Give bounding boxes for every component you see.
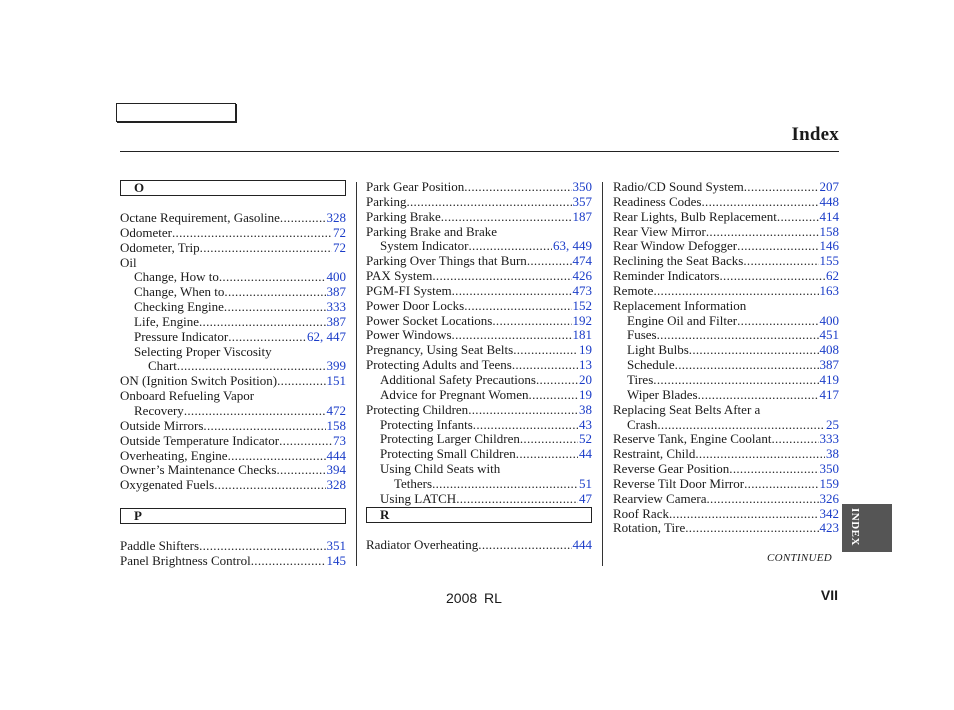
index-entry[interactable] <box>366 299 592 314</box>
page-reference-link[interactable]: 181 <box>572 327 592 343</box>
index-entry-term: Reverse Tilt Door Mirror <box>613 475 745 491</box>
page-reference-link[interactable]: 163 <box>819 282 839 298</box>
dot-leader <box>441 210 572 225</box>
page-reference-link[interactable]: 419 <box>819 371 839 387</box>
dot-leader <box>720 269 826 284</box>
index-entry[interactable] <box>613 225 839 240</box>
dot-leader <box>279 434 332 449</box>
index-entry-term: Change, When to <box>134 284 225 300</box>
index-entry[interactable] <box>120 211 346 226</box>
page-reference-link[interactable]: 25 <box>826 416 839 432</box>
index-entry <box>120 256 346 271</box>
index-entry[interactable] <box>120 226 346 241</box>
index-entry-term: Replacing Seat Belts After a <box>613 401 761 417</box>
index-entry-term: Oil <box>120 254 137 270</box>
dot-leader <box>452 284 572 299</box>
index-entry-term: Radiator Overheating <box>366 536 479 552</box>
index-entry-term: Power Door Locks <box>366 297 465 313</box>
dot-leader <box>653 284 818 299</box>
page-reference-link[interactable]: 350 <box>819 461 839 477</box>
index-entry-term: System Indicator <box>380 238 469 254</box>
index-entry-term: Outside Mirrors <box>120 417 204 433</box>
index-entry[interactable] <box>613 343 839 358</box>
dot-leader <box>657 418 825 433</box>
index-entry[interactable] <box>613 477 839 492</box>
index-entry <box>120 389 346 404</box>
page-reference-link[interactable]: 400 <box>819 312 839 328</box>
page-reference-link[interactable]: 51 <box>579 475 592 491</box>
index-entry-term: Paddle Shifters <box>120 537 200 553</box>
dot-leader <box>737 239 818 254</box>
dot-leader <box>468 403 578 418</box>
page-reference-link[interactable]: 151 <box>326 373 346 389</box>
page-reference-link[interactable]: 448 <box>819 193 839 209</box>
index-entry[interactable] <box>613 373 839 388</box>
page-reference-link[interactable]: 152 <box>572 297 592 313</box>
index-entry[interactable] <box>120 315 346 330</box>
dot-leader <box>527 254 572 269</box>
index-entry[interactable] <box>366 180 592 195</box>
index-entry-term: Reverse Gear Position <box>613 461 730 477</box>
index-entry[interactable] <box>613 388 839 403</box>
index-entry-term: Radio/CD Sound System <box>613 179 744 194</box>
page-reference-link[interactable]: 387 <box>326 284 346 300</box>
page-reference-link[interactable]: 72 <box>333 239 346 255</box>
dot-leader <box>653 373 818 388</box>
page-reference-link[interactable]: 326 <box>819 490 839 506</box>
dot-leader <box>432 477 578 492</box>
index-letter-header: O <box>120 180 346 196</box>
index-entry[interactable] <box>120 539 346 554</box>
dot-leader <box>492 314 571 329</box>
dot-leader <box>468 239 552 254</box>
page-reference-link[interactable]: 19 <box>579 342 592 358</box>
index-entry-term: Wiper Blades <box>627 386 698 402</box>
index-entry-term: Odometer <box>120 224 172 240</box>
index-entry <box>366 462 592 477</box>
page-reference-link[interactable]: 333 <box>326 299 346 315</box>
index-entry-term: Pressure Indicator <box>134 328 229 344</box>
index-entry[interactable] <box>366 239 592 254</box>
index-entry-term: Replacement Information <box>613 297 747 313</box>
index-entry-term: Rear Lights, Bulb Replacement <box>613 208 777 224</box>
title-rule <box>120 151 839 152</box>
page-reference-link[interactable]: 38 <box>826 446 839 462</box>
dot-leader <box>452 328 572 343</box>
page-reference-link[interactable]: 47 <box>579 490 592 506</box>
index-entry-term: Owner’s Maintenance Checks <box>120 462 277 478</box>
index-column-2 <box>366 180 592 552</box>
dot-leader <box>456 492 578 507</box>
index-entry-term: Power Windows <box>366 327 452 343</box>
dot-leader <box>172 226 332 241</box>
page-reference-link[interactable]: 63, 449 <box>553 238 592 254</box>
index-entry-term: Advice for Pregnant Women <box>380 386 529 402</box>
index-entry-term: Tethers <box>394 475 433 491</box>
dot-leader <box>744 180 819 195</box>
index-entry-term: Fuses <box>627 327 657 343</box>
index-entry-term: Change, How to <box>134 269 219 285</box>
index-entry-term: Restraint, Child <box>613 446 696 462</box>
dot-leader <box>516 447 578 462</box>
page-reference-link[interactable]: 187 <box>572 208 592 224</box>
index-entry[interactable] <box>366 403 592 418</box>
index-entry-term: PAX System <box>366 268 433 284</box>
index-entry[interactable] <box>366 432 592 447</box>
index-entry-term: Readiness Codes <box>613 193 702 209</box>
dot-leader <box>529 388 578 403</box>
page-reference-link[interactable]: 408 <box>819 342 839 358</box>
index-entry[interactable] <box>120 374 346 389</box>
index-entry-term: Parking Brake <box>366 208 441 224</box>
index-entry[interactable] <box>366 284 592 299</box>
index-entry[interactable] <box>366 358 592 373</box>
page-reference-link[interactable]: 394 <box>326 462 346 478</box>
index-entry-term: Remote <box>613 282 654 298</box>
index-entry-term: Oxygenated Fuels <box>120 477 215 493</box>
dot-leader <box>177 359 326 374</box>
index-entry-term: Reclining the Seat Backs <box>613 253 744 269</box>
index-column-1 <box>120 180 346 569</box>
page-reference-link[interactable]: 472 <box>326 402 346 418</box>
dot-leader <box>701 195 818 210</box>
page-reference-link[interactable]: 19 <box>579 386 592 402</box>
page-reference-link[interactable]: 473 <box>572 282 592 298</box>
index-entry[interactable] <box>366 195 592 210</box>
page-reference-link[interactable]: 328 <box>326 210 346 225</box>
dot-leader <box>228 449 326 464</box>
index-entry[interactable] <box>366 343 592 358</box>
index-entry-term: Life, Engine <box>134 313 199 329</box>
page-reference-link[interactable]: 399 <box>326 358 346 374</box>
dot-leader <box>473 418 578 433</box>
page-reference-link[interactable]: 73 <box>333 432 346 448</box>
page-reference-link[interactable]: 400 <box>326 269 346 285</box>
index-entry-term: Light Bulbs <box>627 342 689 358</box>
index-entry-term: Selecting Proper Viscosity <box>134 343 272 359</box>
index-letter-header: R <box>366 507 592 523</box>
index-entry-term: Pregnancy, Using Seat Belts <box>366 342 514 358</box>
page-reference-link[interactable]: 159 <box>819 475 839 491</box>
index-entry-term: Engine Oil and Filter <box>627 312 738 328</box>
page-reference-link[interactable]: 328 <box>326 477 346 493</box>
page-reference-link[interactable]: 20 <box>579 371 592 387</box>
index-entry-term: Tires <box>627 371 654 387</box>
dot-leader <box>432 269 571 284</box>
index-entry[interactable] <box>366 328 592 343</box>
index-letter-header: P <box>120 508 346 524</box>
index-entry[interactable] <box>613 358 839 373</box>
index-entry[interactable] <box>120 300 346 315</box>
dot-leader <box>706 492 818 507</box>
index-entry-term: Using LATCH <box>380 490 457 506</box>
page-title: Index <box>791 124 839 145</box>
index-entry-term: Using Child Seats with <box>380 461 501 477</box>
page-reference-link[interactable]: 444 <box>326 447 346 463</box>
index-entry-term: Overheating, Engine <box>120 447 228 463</box>
spacer <box>120 493 346 508</box>
index-entry[interactable] <box>120 478 346 493</box>
index-entry[interactable] <box>120 330 346 345</box>
page-reference-link[interactable]: 158 <box>326 417 346 433</box>
index-entry[interactable] <box>366 418 592 433</box>
page-reference-link[interactable]: 145 <box>326 552 346 568</box>
index-entry-term: Power Socket Locations <box>366 312 493 328</box>
dot-leader <box>737 314 818 329</box>
continued-note: CONTINUED <box>767 552 833 564</box>
index-entry <box>366 225 592 240</box>
index-entry[interactable] <box>613 195 839 210</box>
dot-leader <box>203 419 325 434</box>
page-reference-link[interactable]: 350 <box>572 179 592 194</box>
page-reference-link[interactable]: 207 <box>819 179 839 194</box>
page-reference-link[interactable]: 155 <box>819 253 839 269</box>
dot-leader <box>478 538 571 553</box>
index-entry[interactable] <box>613 462 839 477</box>
index-entry[interactable] <box>613 521 839 536</box>
dot-leader <box>276 463 325 478</box>
index-entry[interactable] <box>366 477 592 492</box>
index-entry-term: Chart <box>148 358 177 374</box>
page-reference-link[interactable]: 192 <box>572 312 592 328</box>
index-entry[interactable] <box>120 359 346 374</box>
dot-leader <box>184 404 326 419</box>
index-entry-term: Rear View Mirror <box>613 223 706 239</box>
index-entry <box>613 299 839 314</box>
index-entry[interactable] <box>613 314 839 329</box>
index-entry[interactable] <box>613 284 839 299</box>
index-entry-term: Parking Over Things that Burn <box>366 253 527 269</box>
index-entry[interactable] <box>366 538 592 553</box>
chapter-tab-box <box>116 103 236 122</box>
index-entry[interactable] <box>366 447 592 462</box>
index-entry[interactable] <box>120 285 346 300</box>
dot-leader <box>669 507 819 522</box>
dot-leader <box>280 211 326 226</box>
index-entry-term: Schedule <box>627 357 675 373</box>
dot-leader <box>277 374 325 389</box>
index-entry-term: Panel Brightness Control <box>120 552 251 568</box>
page-reference-link[interactable]: 62 <box>826 268 839 284</box>
index-entry-term: Rear Window Defogger <box>613 238 738 254</box>
page-reference-link[interactable]: 13 <box>579 357 592 373</box>
index-entry[interactable] <box>613 210 839 225</box>
index-entry-term: Crash <box>627 416 658 432</box>
dot-leader <box>536 373 578 388</box>
page-reference-link[interactable]: 451 <box>819 327 839 343</box>
index-entry-term: Parking Brake and Brake <box>366 223 498 239</box>
index-entry-term: Roof Rack <box>613 505 669 521</box>
index-entry[interactable] <box>366 314 592 329</box>
dot-leader <box>251 554 326 569</box>
dot-leader <box>406 195 571 210</box>
dot-leader <box>520 432 578 447</box>
index-entry-term: Parking <box>366 193 407 209</box>
dot-leader <box>698 388 819 403</box>
index-entry-term: Outside Temperature Indicator <box>120 432 280 448</box>
index-entry-term: Odometer, Trip <box>120 239 200 255</box>
index-entry-term: Reserve Tank, Engine Coolant <box>613 431 772 447</box>
index-entry <box>613 403 839 418</box>
footer-page-number: VII <box>820 587 838 603</box>
index-entry[interactable] <box>613 254 839 269</box>
index-entry-term: Rearview Camera <box>613 490 707 506</box>
index-entry[interactable] <box>613 432 839 447</box>
index-entry-term: Protecting Adults and Teens <box>366 357 512 373</box>
footer-model: 2008 RL <box>446 590 502 606</box>
index-entry-term: Park Gear Position <box>366 179 465 194</box>
page-reference-link[interactable]: 342 <box>819 505 839 521</box>
page-reference-link[interactable]: 351 <box>326 537 346 553</box>
index-entry[interactable] <box>120 463 346 478</box>
index-entry-term: Checking Engine <box>134 299 224 315</box>
index-entry-term: ON (Ignition Switch Position) <box>120 373 278 389</box>
index-entry[interactable] <box>120 419 346 434</box>
page-reference-link[interactable]: 62, 447 <box>307 328 346 344</box>
index-entry[interactable] <box>613 418 839 433</box>
dot-leader <box>199 315 326 330</box>
page-reference-link[interactable]: 444 <box>572 536 592 552</box>
dot-leader <box>675 358 819 373</box>
index-entry[interactable] <box>120 449 346 464</box>
dot-leader <box>219 270 326 285</box>
dot-leader <box>744 477 818 492</box>
index-entry[interactable] <box>613 269 839 284</box>
index-entry-term: PGM-FI System <box>366 282 452 298</box>
index-entry-term: Octane Requirement, Gasoline <box>120 210 280 225</box>
index-entry[interactable] <box>613 507 839 522</box>
dot-leader <box>657 328 819 343</box>
index-entry-term: Onboard Refueling Vapor <box>120 388 255 404</box>
index-entry-term: Protecting Children <box>366 401 469 417</box>
index-entry[interactable] <box>366 373 592 388</box>
index-entry[interactable] <box>613 239 839 254</box>
index-entry[interactable] <box>613 328 839 343</box>
dot-leader <box>513 343 578 358</box>
dot-leader <box>729 462 818 477</box>
dot-leader <box>228 330 306 345</box>
dot-leader <box>695 447 825 462</box>
index-side-tab[interactable] <box>842 504 892 552</box>
index-entry-term: Rotation, Tire <box>613 520 686 536</box>
index-entry[interactable] <box>366 269 592 284</box>
page-reference-link[interactable]: 44 <box>579 446 592 462</box>
page-reference-link[interactable]: 474 <box>572 253 592 269</box>
index-entry[interactable] <box>120 404 346 419</box>
dot-leader <box>512 358 578 373</box>
index-column-3 <box>613 180 839 536</box>
dot-leader <box>224 300 326 315</box>
index-entry[interactable] <box>366 492 592 507</box>
index-entry-term: Additional Safety Precautions <box>380 371 536 387</box>
page-reference-link[interactable]: 426 <box>572 268 592 284</box>
column-divider <box>602 182 603 566</box>
index-entry[interactable] <box>120 241 346 256</box>
page-reference-link[interactable]: 333 <box>819 431 839 447</box>
page-reference-link[interactable]: 423 <box>819 520 839 536</box>
index-entry-term: Reminder Indicators <box>613 268 720 284</box>
index-entry[interactable] <box>120 554 346 569</box>
dot-leader <box>199 539 325 554</box>
page-reference-link[interactable]: 146 <box>819 238 839 254</box>
index-entry[interactable] <box>366 210 592 225</box>
dot-leader <box>685 521 818 536</box>
dot-leader <box>464 299 571 314</box>
dot-leader <box>464 180 571 195</box>
index-entry[interactable] <box>613 492 839 507</box>
index-entry-term: Recovery <box>134 402 184 418</box>
dot-leader <box>200 241 332 256</box>
column-divider <box>356 182 357 566</box>
dot-leader <box>706 225 819 240</box>
page-reference-link[interactable]: 417 <box>819 386 839 402</box>
page-reference-link[interactable]: 43 <box>579 416 592 432</box>
index-entry[interactable] <box>613 447 839 462</box>
index-entry-term: Protecting Small Children <box>380 446 516 462</box>
side-tab-label: INDEX <box>849 508 861 546</box>
page-reference-link[interactable]: 387 <box>326 313 346 329</box>
page-reference-link[interactable]: 387 <box>819 357 839 373</box>
page-reference-link[interactable]: 52 <box>579 431 592 447</box>
dot-leader <box>224 285 325 300</box>
index-entry <box>120 345 346 360</box>
page-reference-link[interactable]: 38 <box>579 401 592 417</box>
index-entry-term: Protecting Larger Children <box>380 431 520 447</box>
index-entry[interactable] <box>366 388 592 403</box>
index-entry-term: Protecting Infants <box>380 416 473 432</box>
dot-leader <box>689 343 819 358</box>
index-entry[interactable] <box>366 254 592 269</box>
index-entry[interactable] <box>120 270 346 285</box>
dot-leader <box>214 478 325 493</box>
dot-leader <box>771 432 818 447</box>
index-entry[interactable] <box>613 180 839 195</box>
dot-leader <box>777 210 819 225</box>
page-reference-link[interactable]: 357 <box>572 193 592 209</box>
page-reference-link[interactable]: 414 <box>819 208 839 224</box>
dot-leader <box>743 254 818 269</box>
page-reference-link[interactable]: 158 <box>819 223 839 239</box>
index-entry[interactable] <box>120 434 346 449</box>
page-reference-link[interactable]: 72 <box>333 224 346 240</box>
